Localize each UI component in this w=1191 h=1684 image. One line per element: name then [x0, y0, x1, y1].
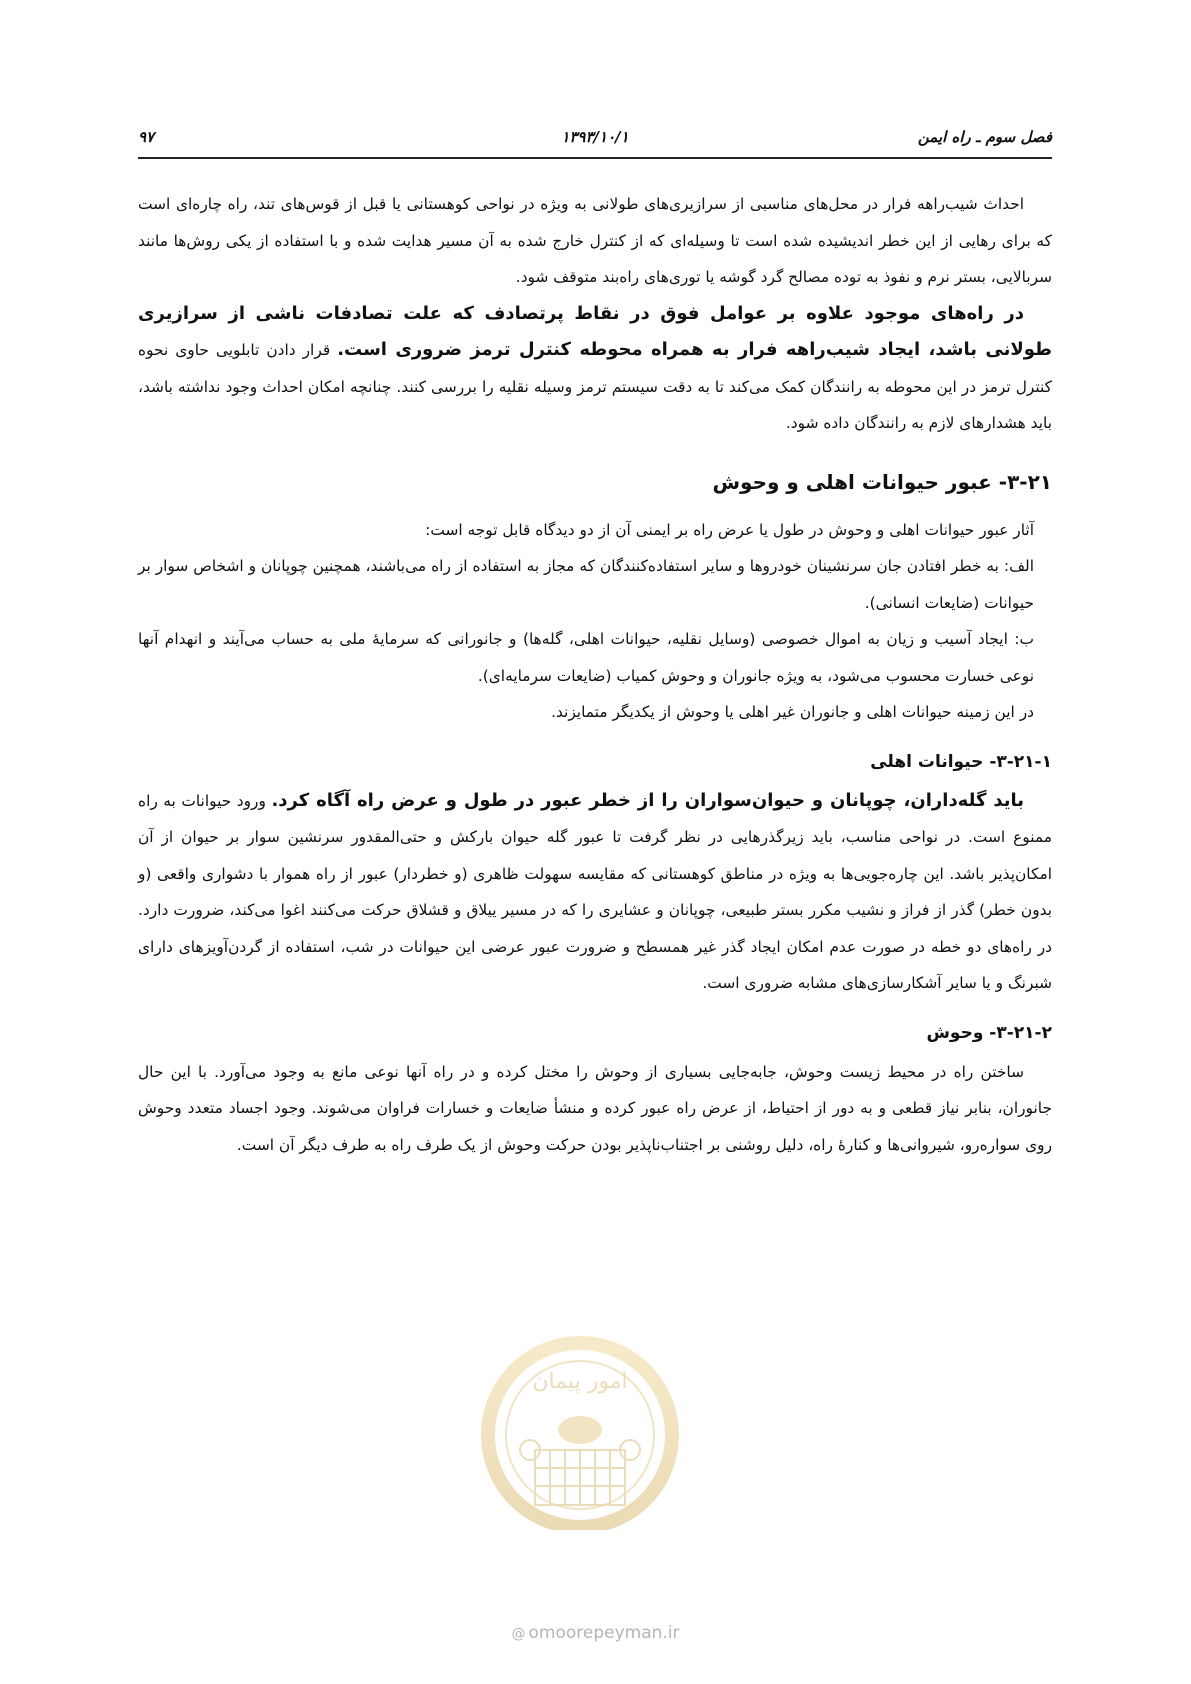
list-item-a: الف: به خطر افتادن جان سرنشینان خودروها و سایر استفاده‌کنندگان که مجاز به استفاده از راه می‌باشند، همچنین چوپانان و اشخاص سوار بر حیوانات (ضایعات انسانی).	[138, 557, 1034, 612]
section-heading-21-1: ۳-۲۱-۱- حیوانات اهلی	[870, 751, 1052, 772]
chapter-title: فصل سوم ـ راه ایمن	[917, 128, 1052, 146]
section-21-body	[138, 512, 1052, 731]
section-heading-21: ۳-۲۱- عبور حیوانات اهلی و وحوش	[712, 469, 1052, 494]
running-header	[138, 128, 1052, 154]
header-rule	[138, 157, 1052, 159]
paragraph-domestic-animals	[138, 783, 1052, 1002]
watermark-url	[0, 1623, 1191, 1643]
paragraph-text: قرار دادن تابلویی حاوی نحوه کنترل ترمز در این محوطه به رانندگان کمک می‌کند تا به دقت سیستم ترمز وسیله نقلیه را بررسی کنند. چنانچه امکان احداث وجود نداشته باشد، باید هشدارهای لازم به رانندگان داده شود.	[138, 341, 1052, 432]
watermark-logo-text: امور پیمان	[532, 1369, 628, 1394]
watermark-url-text: omoorepeyman.ir	[528, 1623, 680, 1643]
section-21-closing: در این زمینه حیوانات اهلی و جانوران غیر اهلی یا وحوش از یکدیگر متمایزند.	[551, 703, 1034, 721]
page-number: ۹۷	[138, 128, 155, 146]
paragraph-text: ورود حیوانات به راه ممنوع است. در نواحی مناسب، باید زیرگذرهایی در نظر گرفت تا عبور گله حیوان بارکش و حتی‌المقدور سرنشین سوار بر حیوان از آن امکان‌پذیر باشد. این چاره‌جویی‌ها به ویژه در مناطق کوهستانی که مقایسه سهولت ظاهری (و خطردار) عبور از راه هموار با دشواری واقعی (و بدون خطر) گذر از فراز و نشیب مکرر بستر طبیعی، چوپانان و عشایری را که در مسیر ییلاق و قشلاق حرکت می‌کنند اغوا می‌کند، ضرورت دارد. در راه‌های دو خطه در صورت عدم امکان ایجاد گذر غیر همسطح و ضرورت عبور عرضی این حیوانات در شب، استفاده از گردن‌آویزهای دارای شبرنگ و یا سایر آشکارسازی‌های مشابه ضروری است.	[138, 791, 1052, 992]
paragraph-brake-control	[138, 296, 1052, 442]
paragraph-escape-ramp: احداث شیب‌راهه فرار در محل‌های مناسبی از سرازیری‌های طولانی به ویژه در نواحی کوهستانی یا قبل از قوس‌های تند، راه چاره‌ای است که برای رهایی از این خطر اندیشیده شده است تا وسیله‌ای که از کنترل خارج شده به آن مسیر هدایت شده و با استفاده از یکی روش‌ها مانند سربالایی، بستر نرم و نفوذ به توده مصالح گرد گوشه یا توری‌های راه‌بند متوقف شود.	[138, 195, 1052, 286]
bold-statement: در راه‌های موجود علاوه بر عوامل فوق در نقاط پرتصادف که علت تصادفات ناشی از سرازیری طولانی باشد، ایجاد شیب‌راهه فرار به همراه محوطه کنترل ترمز ضروری است.	[138, 302, 1052, 360]
at-icon: @	[511, 1626, 526, 1642]
body-content	[138, 186, 1052, 1163]
watermark-logo	[445, 1330, 715, 1530]
header-date: ۱۳۹۳/۱۰/۱	[561, 128, 629, 146]
section-heading-21-2: ۳-۲۱-۲- وحوش	[926, 1022, 1052, 1043]
section-21-intro: آثار عبور حیوانات اهلی و وحوش در طول یا عرض راه بر ایمنی آن از دو دیدگاه قابل توجه است:	[425, 520, 1034, 539]
paragraph-wildlife: ساختن راه در محیط زیست وحوش، جابه‌جایی بسیاری از وحوش را مختل کرده و در راه آنها نوعی مانع به وجود می‌آورد. با این حال جانوران، بنابر نیاز قطعی و به دور از احتیاط، از عرض راه عبور کرده و منشأ ضایعات و خسارات فراوان می‌شوند. وجود اجساد متعدد وحوش روی سواره‌رو، شیروانی‌ها و کنارهٔ راه، دلیل روشنی بر اجتناب‌ناپذیر بودن حرکت وحوش از یک طرف راه به طرف دیگر آن است.	[138, 1062, 1052, 1154]
bold-statement: باید گله‌داران، چوپانان و حیوان‌سواران را از خطر عبور در طول و عرض راه آگاه کرد.	[271, 789, 1025, 811]
list-item-b: ب: ایجاد آسیب و زیان به اموال خصوصی (وسایل نقلیه، حیوانات اهلی، گله‌ها) و جانورانی که سرمایهٔ ملی به حساب می‌آیند و انهدام آنها نوعی خسارت محسوب می‌شود، به ویژه جانوران و وحوش کمیاب (ضایعات سرمایه‌ای).	[138, 630, 1034, 685]
